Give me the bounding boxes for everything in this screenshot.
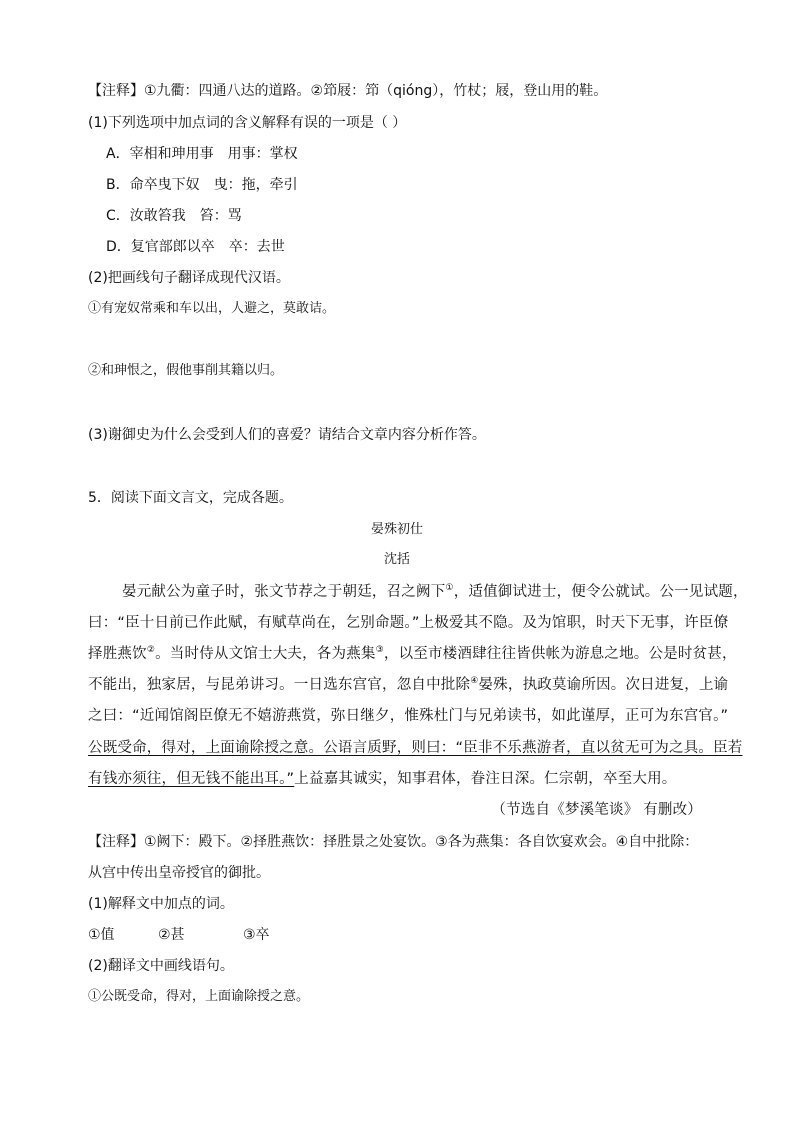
section-heading: 5．阅读下面文言文，完成各题。 — [88, 490, 293, 506]
question-2: (2)把画线句子翻译成现代汉语。 — [88, 270, 290, 286]
annotation-note: 【注释】①九衢：四通八达的道路。②笻屐：笻（qióng），竹杖；屐，登山用的鞋。 — [88, 83, 608, 99]
option-d: D．复官部郎以卒 卒：去世 — [106, 239, 285, 255]
footnote-marker: ③ — [375, 645, 384, 656]
word-3: ③卒 — [243, 927, 270, 943]
passage-line-4: 不能出，独家居，与昆弟讲习。一日选东宫官，忽自中批除④晏殊，执政莫谕所因。次日进复，上谕 — [88, 676, 729, 693]
question-translate: (2)翻译文中画线语句。 — [88, 958, 234, 974]
footnote-marker: ① — [445, 583, 454, 594]
passage-line-6-underlined: 公既受命，得对，上面谕除授之意。公语言质野，则曰：“臣非不乐燕游者，直以贫无可为之具。臣若 — [88, 740, 743, 756]
question-3: (3)谢御史为什么会受到人们的喜爱？请结合文章内容分析作答。 — [88, 427, 486, 443]
translate-item-1: ①公既受命，得对，上面谕除授之意。 — [88, 989, 310, 1004]
passage-title: 晏殊初仕 — [370, 522, 423, 537]
passage-line-2: 曰：“臣十日前已作此赋，有赋草尚在，乞别命题。”上极爱其不隐。及为馆职，时天下无事，许臣僚 — [88, 615, 729, 631]
underlined-sentence-end: 有钱亦须往，但无钱不能出耳。” — [88, 771, 295, 787]
option-a: A．宰相和珅用事 用事：掌权 — [106, 146, 298, 162]
word-1: ①值 — [88, 927, 115, 943]
passage-source: （节选自《梦溪笔谈》 有删改） — [491, 802, 702, 818]
passage-line-3: 择胜燕饮②。当时侍从文馆士大夫，各为燕集③，以至市楼酒肆往往皆供帐为游息之地。公是时贫甚， — [88, 645, 737, 662]
passage-line-1: 晏元献公为童子时，张文节荐之于朝廷，召之阙下①，适值御试进士，便令公就试。公一见试题， — [122, 583, 748, 600]
word-2: ②甚 — [158, 927, 185, 943]
passage-line-5: 之曰：“近闻馆阁臣僚无不嬉游燕赏，弥日继夕，惟殊杜门与兄弟读书，如此谨厚，正可为东宫官。” — [88, 708, 729, 724]
question-1: (1)下列选项中加点词的含义解释有误的一项是（ ） — [88, 115, 407, 131]
translation-item-2: ②和珅恨之，假他事削其籍以归。 — [88, 363, 284, 378]
question-explain-words: (1)解释文中加点的词。 — [88, 896, 234, 912]
option-b: B．命卒曳下奴 曳：拖，牵引 — [106, 177, 298, 193]
passage-author: 沈括 — [383, 552, 410, 567]
translation-item-1: ①有宠奴常乘和车以出，人避之，莫敢诘。 — [88, 301, 336, 316]
passage-notes-line-1: 【注释】①阙下：殿下。②择胜燕饮：择胜景之处宴饮。③各为燕集：各自饮宴欢会。④自中批除： — [88, 834, 699, 850]
option-c: C．汝敢笞我 笞：骂 — [106, 208, 242, 224]
footnote-marker: ④ — [470, 676, 479, 687]
passage-line-7: 有钱亦须往，但无钱不能出耳。”上益嘉其诚实，知事君体，眷注日深。仁宗朝，卒至大用。 — [88, 771, 677, 787]
passage-notes-line-2: 从宫中传出皇帝授官的御批。 — [88, 865, 270, 881]
footnote-marker: ② — [146, 645, 156, 656]
